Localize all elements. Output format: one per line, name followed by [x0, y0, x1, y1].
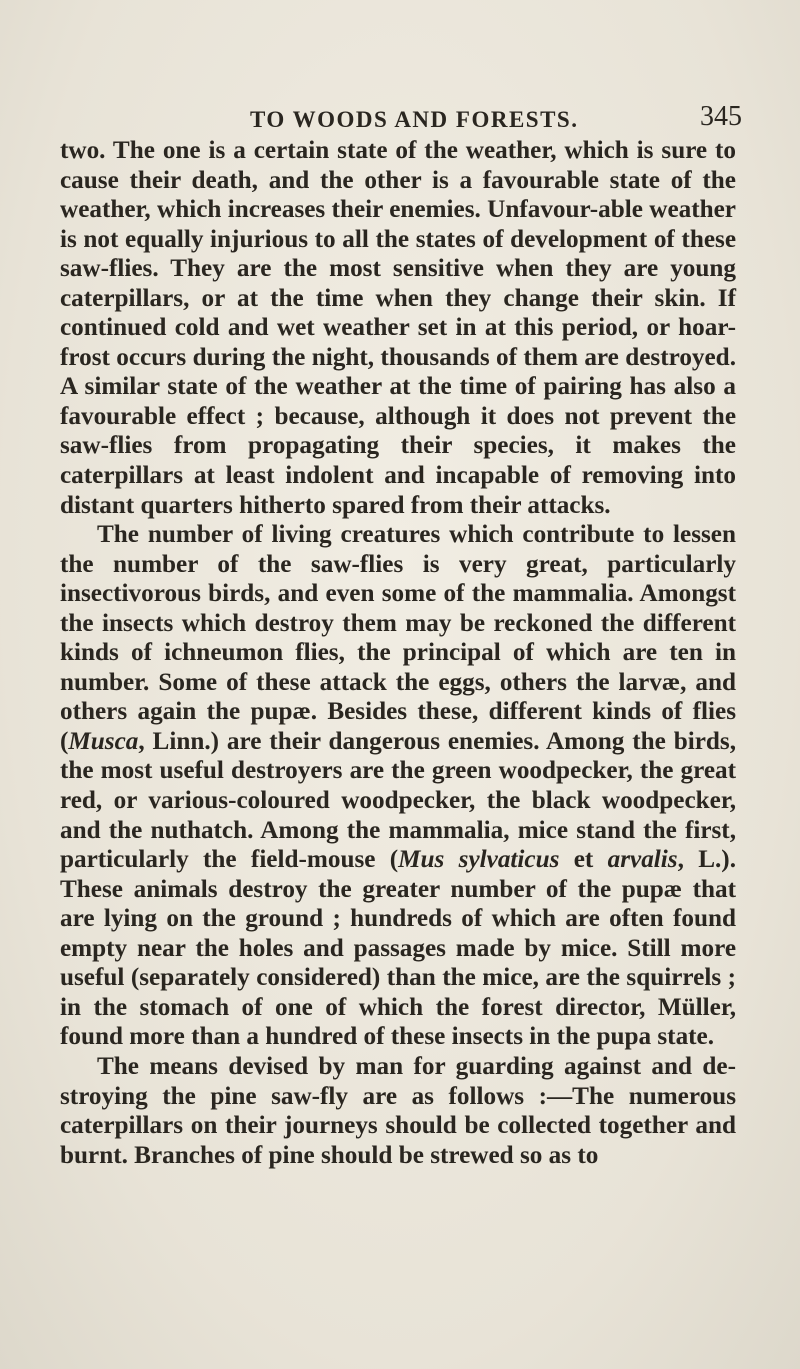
paragraph-2-text-2: , Linn.) are their dangerous enemies. Among the birds, the most useful destroyers are the green woodpecker, the great red, or various-coloured woodpecker, the black woodpecker, and the nuthatch. Among the mammalia, mice stand the first, particularly the field-mouse ( [60, 727, 736, 874]
running-title: TO WOODS AND FORESTS. [250, 107, 579, 132]
body-text [60, 136, 736, 1170]
paragraph-2 [60, 520, 736, 1052]
page-number: 345 [700, 101, 742, 132]
paragraph-2-text-1: The number of living creatures which contribute to lessen the number of the saw-flies is very great, particularly insectivorous birds, and even some of the mammalia. Amongst the insects which destroy them may be reckoned the different kinds of ichneumon flies, the principal of which are ten in number. Some of these attack the eggs, others the larvæ, and others again the pupæ. Besides these, different kinds of flies ( [60, 521, 736, 755]
paragraph-2-italic-arvalis: arvalis [607, 846, 678, 874]
paragraph-3: The means devised by man for guarding against and de-stroying the pine saw-fly are as follows :—The numerous caterpillars on their journeys should be collected together and burnt. Branches of pine should be strewed so as to [60, 1052, 736, 1169]
paragraph-2-text-4: , L.). These animals destroy the greater number of the pupæ that are lying on the ground ; hundreds of which are often found empty near the holes and passages made by mice. Still more useful (separately considered) than the mice, are the squirrels ; in the stomach of one of which the forest director, Müller, found more than a hundred of these insects in the pupa state. [60, 846, 736, 1051]
paragraph-2-text-3: et [559, 846, 608, 874]
paragraph-1: two. The one is a certain state of the weather, which is sure to cause their death, and the other is a favourable state of the weather, which increases their enemies. Unfavour-able weather is not equally injurious to all the states of development of these saw-flies. They are the most sensitive when they are young caterpillars, or at the time when they change their skin. If continued cold and wet weather set in at this period, or hoar-frost occurs during the night, thousands of them are destroyed. A similar state of the weather at the time of pairing has also a favourable effect ; because, although it does not prevent the saw-flies from propagating their species, it makes the caterpillars at least indolent and incapable of removing into distant quarters hitherto spared from their attacks. [60, 137, 736, 519]
running-head [60, 93, 742, 133]
paragraph-2-italic-mus-sylvaticus: Mus sylvaticus [398, 846, 560, 874]
paragraph-2-italic-musca: Musca [68, 727, 139, 755]
